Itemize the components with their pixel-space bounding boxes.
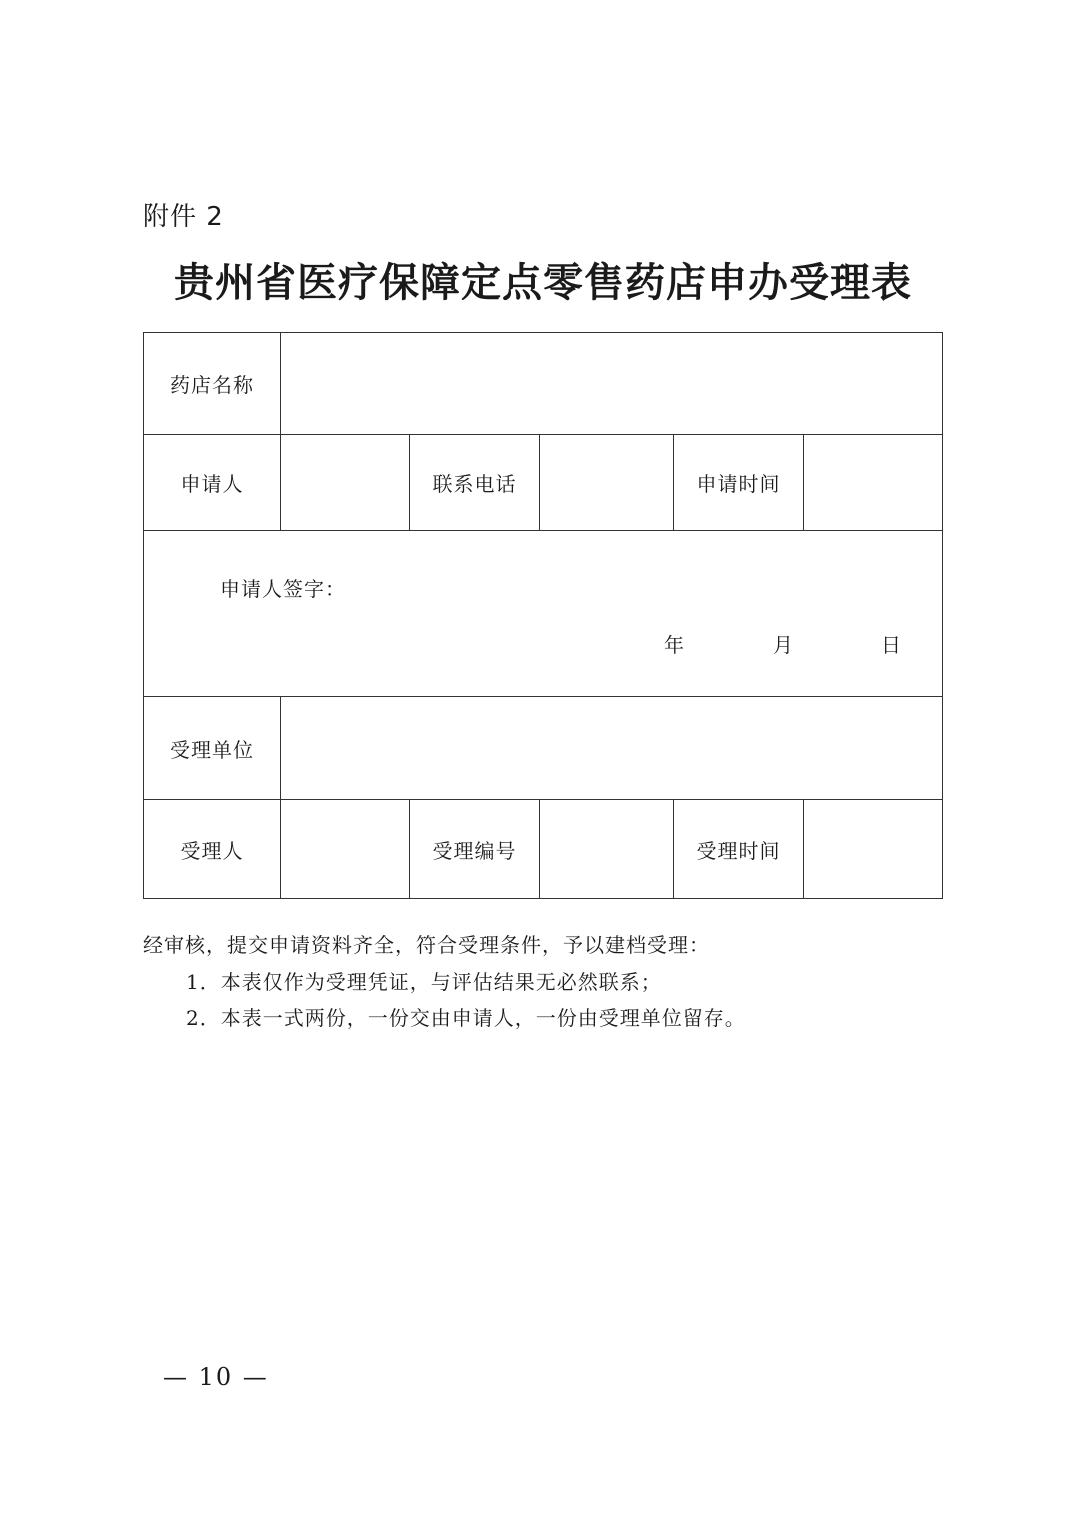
review-note: 经审核，提交申请资料齐全，符合受理条件，予以建档受理： — [143, 933, 710, 957]
pharmacy-name-field[interactable] — [281, 333, 943, 435]
applicant-label: 申请人 — [144, 435, 281, 531]
signature-cell[interactable] — [144, 531, 943, 697]
date-month-label: 月 — [773, 633, 794, 657]
apply-time-label: 申请时间 — [674, 435, 804, 531]
apply-time-field[interactable] — [804, 435, 943, 531]
phone-field[interactable] — [540, 435, 674, 531]
attachment-label: 附件 2 — [143, 202, 224, 232]
handler-label: 受理人 — [144, 800, 281, 899]
page-title: 贵州省医疗保障定点零售药店申办受理表 — [174, 259, 912, 306]
accepting-unit-label: 受理单位 — [144, 697, 281, 800]
pharmacy-name-label: 药店名称 — [144, 333, 281, 435]
form-row-handler — [144, 800, 943, 899]
signature-label: 申请人签字： — [220, 577, 346, 601]
accept-number-field[interactable] — [540, 800, 674, 899]
page-number: — 10 — — [163, 1363, 269, 1391]
date-year-label: 年 — [664, 633, 685, 657]
form-row-accepting-unit — [144, 697, 943, 800]
application-form-table — [143, 332, 943, 899]
accept-time-field[interactable] — [804, 800, 943, 899]
accept-number-label: 受理编号 — [410, 800, 540, 899]
form-row-pharmacy-name — [144, 333, 943, 435]
handler-field[interactable] — [281, 800, 410, 899]
applicant-field[interactable] — [281, 435, 410, 531]
accepting-unit-field[interactable] — [281, 697, 943, 800]
form-row-signature — [144, 531, 943, 697]
date-day-label: 日 — [881, 633, 902, 657]
note-item-1: 1．本表仅作为受理凭证，与评估结果无必然联系； — [186, 970, 662, 994]
form-row-applicant — [144, 435, 943, 531]
phone-label: 联系电话 — [410, 435, 540, 531]
accept-time-label: 受理时间 — [674, 800, 804, 899]
note-item-2: 2．本表一式两份，一份交由申请人，一份由受理单位留存。 — [186, 1006, 746, 1030]
